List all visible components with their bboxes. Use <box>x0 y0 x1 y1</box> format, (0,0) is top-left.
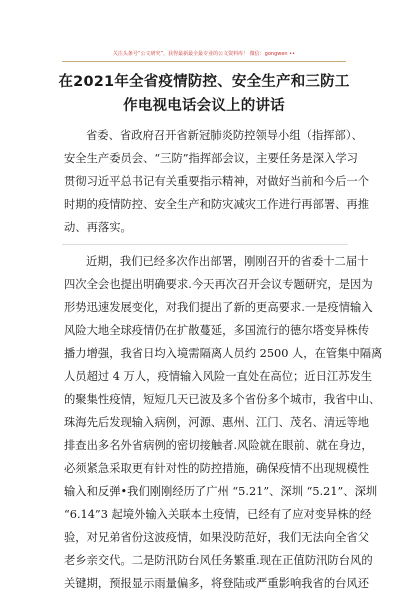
paragraph-line: 珠海先后发现输入病例，河源、惠州、江门、茂名、清远等地 <box>64 416 370 429</box>
title-line-1: 在2021年全省疫情防控、安全生产和三防工 <box>58 74 350 90</box>
paragraph-line: 人员超过 4 万人，疫情输入风险一直处在高位；近日江苏发生 <box>64 370 373 383</box>
banner-rule <box>62 61 346 62</box>
paragraph-line: 形势迅速发展变化，对我们提出了新的更高要求.一是疫情输入 <box>64 301 373 314</box>
paragraph-line: 排查出多名外省病例的密切接触者.风险就在眼前、就在身边， <box>64 439 373 452</box>
paragraph-2 <box>64 250 383 595</box>
paragraph-line: 风险大地全球疫情仍在扩散蔓延，多国流行的德尔塔变异株传 <box>64 324 370 337</box>
paragraph-line: 播力增强，我省日均入境需隔离人员约 2500 人，在管集中隔离 <box>64 347 383 360</box>
section-divider <box>62 244 348 245</box>
paragraph-line: “6.14”3 起境外输入关联本土疫情，已经有了应对变异株的经 <box>64 508 372 521</box>
paragraph-1 <box>64 124 370 239</box>
paragraph-line: 老乡亲交代。二是防汛防台风任务繁重.现在正值防汛防台风的 <box>64 554 373 567</box>
paragraph-line: 四次全会也提出明确要求.今天再次召开会议专题研究，是因为 <box>64 278 373 291</box>
document-title <box>56 70 352 118</box>
paragraph-line: 关键期，预报显示雨量偏多，将登陆或严重影响我省的台风还 <box>64 577 370 590</box>
paragraph-line: 安全生产委员会、“三防”指挥部会议，主要任务是深入学习 <box>64 152 358 165</box>
paragraph-line: 必须紧急采取更有针对性的防控措施，确保疫情不出现规模性 <box>64 462 370 475</box>
paragraph-line: 验，对兄弟省份这波疫情，如果没防范好，我们无法向全省父 <box>64 531 370 544</box>
paragraph-line: 近期，我们已经多次作出部署，刚刚召开的省委十二届十 <box>86 255 369 268</box>
promo-banner: 关注头条号“公文研究”，获得最新最全最专业的公文资料库！ 微信：gongwen •• <box>112 51 296 57</box>
paragraph-line: 省委、省政府召开省新冠肺炎防控领导小组（指挥部）、 <box>86 129 363 142</box>
paragraph-line: 时期的疫情防控、安全生产和防灾减灾工作进行再部署、再推 <box>64 198 370 211</box>
paragraph-line: 输入和反弹•我们刚刚经历了广州 “5.21”、深圳 “5.21”、深圳 <box>64 485 378 498</box>
paragraph-line: 动、再落实。 <box>64 221 132 234</box>
paragraph-line: 的聚集性疫情，短短几天已波及多个省份多个城市，我省中山、 <box>64 393 381 406</box>
title-line-2: 作电视电话会议上的讲话 <box>123 98 285 114</box>
paragraph-line: 贯彻习近平总书记有关重要指示精神，对做好当前和今后一个 <box>64 175 370 188</box>
